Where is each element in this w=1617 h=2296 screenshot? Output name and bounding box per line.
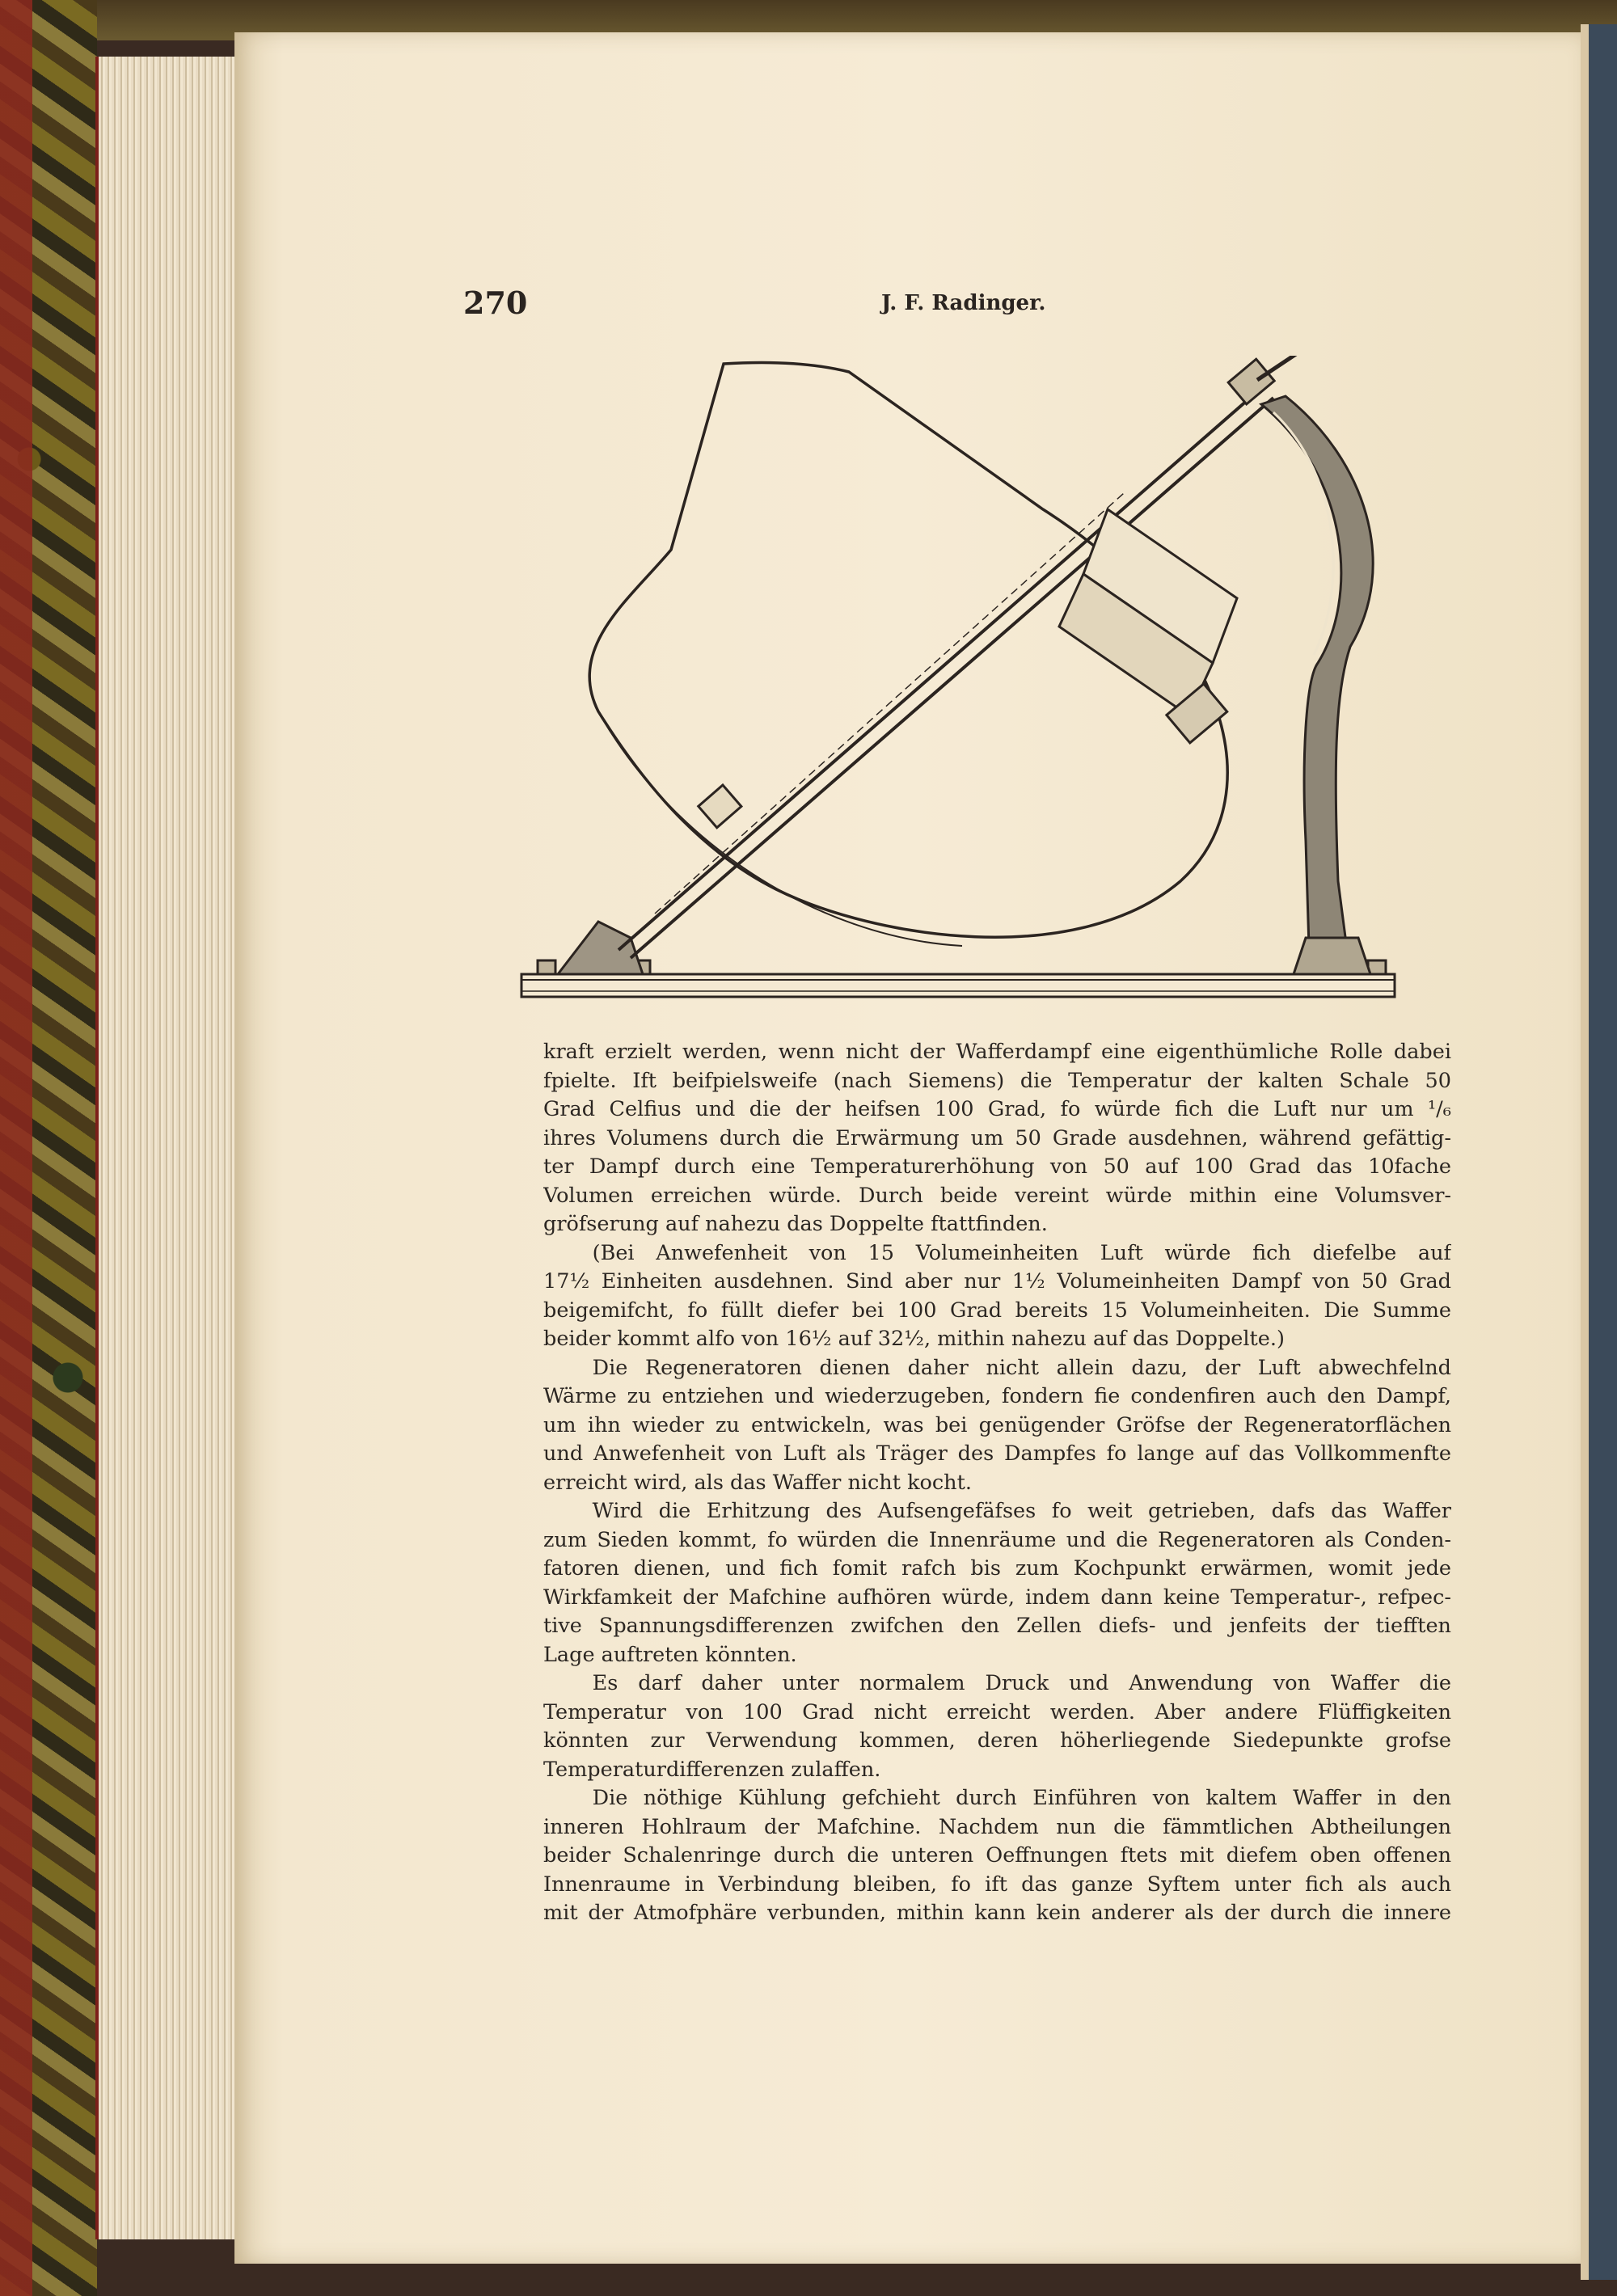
text-line: 17½ Einheiten ausdehnen. Sind aber nur 1½ Volumeinheiten Dampf von 50 Grad [543,1269,1451,1294]
support-frame [1261,396,1373,974]
base-bolts [538,960,1386,974]
right-cover [1581,24,1617,2280]
text-line: um ihn wieder zu entwickeln, was bei genügender Gröfse der Regeneratorflächen [543,1412,1451,1437]
text-line: inneren Hohlraum der Mafchine. Nachdem nun die fämmtlichen Abtheilungen [543,1814,1451,1839]
paragraph-1 [543,1038,1451,1239]
apparatus-illustration [509,356,1423,1002]
page-number: 270 [463,285,528,321]
text-line: beigemifcht, fo füllt diefer bei 100 Grad bereits 15 Volumeinheiten. Die Summe [543,1298,1451,1323]
text-line: beider kommt alfo von 16½ auf 32½, mithin nahezu auf das Doppelte.) [543,1327,1285,1351]
running-head: J. F. Radinger. [881,291,1046,315]
text-line: (Bei Anwefenheit von 15 Volumeinheiten Luft würde fich diefelbe auf [592,1240,1451,1265]
text-line: fpielte. Ift beifpielsweife (nach Siemens) die Temperatur der kalten Schale 50 [543,1068,1451,1093]
page-edges [95,57,244,2239]
text-line: Wirkfamkeit der Mafchine aufhören würde, indem dann keine Temperatur-, refpec- [543,1585,1451,1610]
text-line: kraft erzielt werden, wenn nicht der Wafferdampf eine eigenthümliche Rolle dabei [543,1040,1451,1064]
paragraph-5 [543,1669,1451,1784]
text-line: Temperaturdifferenzen zulaffen. [543,1757,881,1782]
base-plate [521,974,1395,997]
text-line: zum Sieden kommt, fo würden die Innenräume und die Regeneratoren als Conden- [543,1527,1451,1552]
paragraph-2 [543,1239,1451,1354]
text-line: gröfserung auf nahezu das Doppelte ftattfinden. [543,1212,1048,1236]
text-line: Wärme zu entziehen und wiederzugeben, fondern fie condenfiren auch den Dampf, [543,1384,1451,1408]
text-line: erreicht wird, als das Waffer nicht kocht. [543,1470,972,1495]
text-line: Wird die Erhitzung des Aufsengefäfses fo weit getrieben, dafs das Waffer [592,1499,1451,1523]
text-line: tive Spannungsdifferenzen zwifchen den Zellen diefs- und jenfeits der tiefften [543,1614,1451,1638]
text-line: und Anwefenheit von Luft als Träger des Dampfes fo lange auf das Vollkommenfte [543,1441,1451,1466]
left-foot [558,922,643,974]
text-line: Die nöthige Kühlung gefchieht durch Einführen von kaltem Waffer in den [592,1786,1451,1810]
text-line: Temperatur von 100 Grad nicht erreicht werden. Aber andere Flüffigkeiten [543,1699,1451,1724]
text-line: Innenraume in Verbindung bleiben, fo ift das ganze Syftem unter fich als auch [543,1872,1451,1897]
text-line: Grad Celfius und die der heifsen 100 Grad, fo würde fich die Luft nur um ¹/₆ [543,1097,1451,1121]
text-line: mit der Atmofphäre verbunden, mithin kann kein anderer als der durch die innere [543,1901,1451,1925]
text-line: Es darf daher unter normalem Druck und Anwendung von Waffer die [592,1671,1451,1695]
body-text [543,1038,1451,1928]
paragraph-4 [543,1497,1451,1669]
text-line: fatoren dienen, und fich fomit rafch bis zum Kochpunkt erwärmen, womit jede [543,1556,1451,1581]
text-line: Die Regeneratoren dienen daher nicht allein dazu, der Luft abwechfelnd [592,1355,1451,1380]
book-spine [0,0,97,2296]
text-line: könnten zur Verwendung kommen, deren höherliegende Siedepunkte grofse [543,1728,1451,1753]
text-line: beider Schalenringe durch die unteren Oeffnungen ftets mit diefem oben offenen [543,1843,1451,1868]
top-knob [1228,359,1274,404]
text-line: Volumen erreichen würde. Durch beide vereint würde mithin eine Volumsver- [543,1183,1451,1208]
text-line: Lage auftreten könnten. [543,1642,797,1667]
text-line: ter Dampf durch eine Temperaturerhöhung von 50 auf 100 Grad das 10fache [543,1154,1451,1179]
text-line: ihres Volumens durch die Erwärmung um 50 Grade ausdehnen, während gefättig- [543,1125,1451,1150]
paragraph-6 [543,1784,1451,1928]
paragraph-3 [543,1354,1451,1498]
